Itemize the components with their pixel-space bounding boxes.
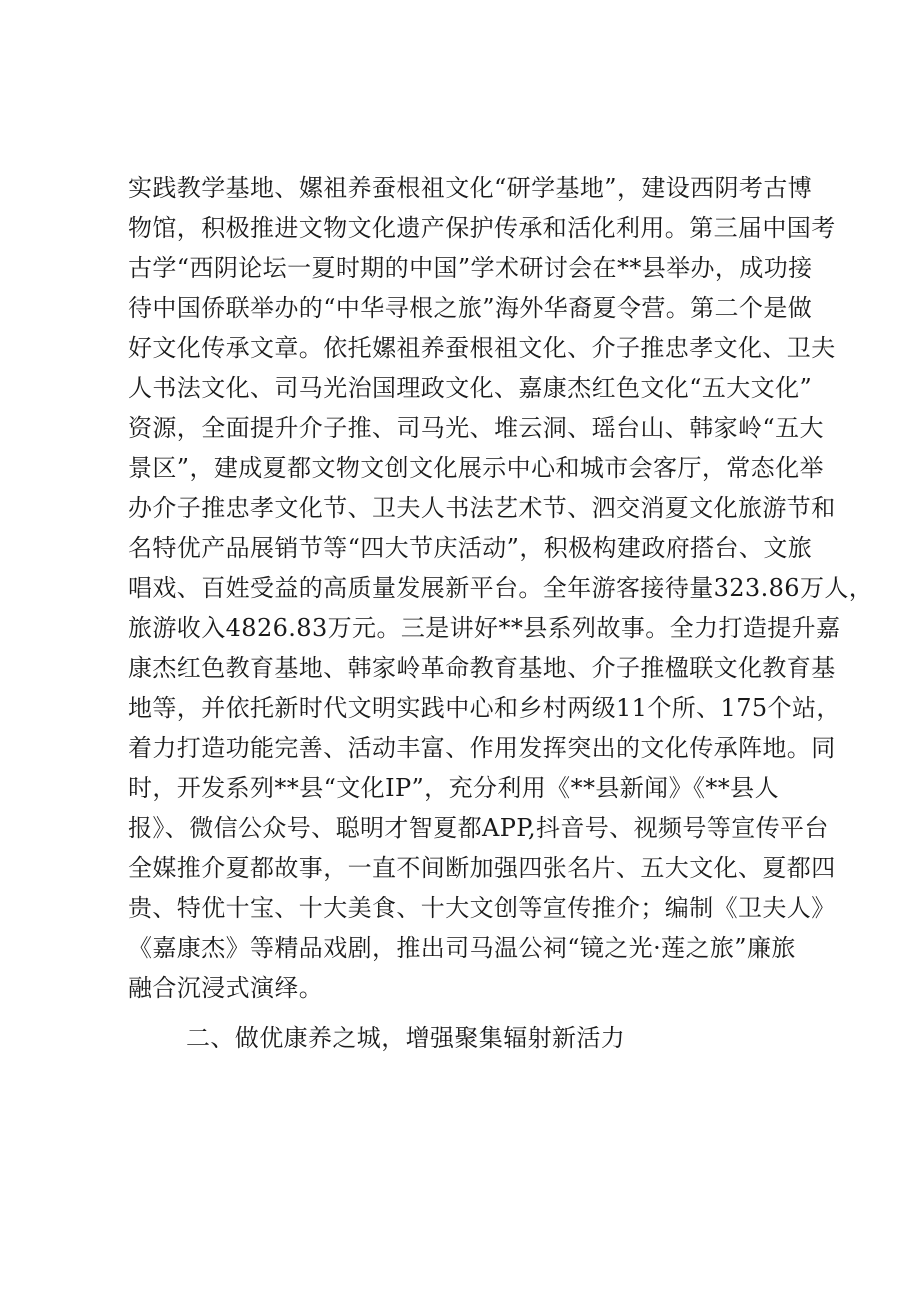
body-line: 报》、微信公众号、聪明才智夏都APP,抖音号、视频号等宣传平台 [128,814,829,842]
body-line: 景区”，建成夏都文物文创文化展示中心和城市会客厅，常态化举 [128,454,824,482]
body-line: 名特优产品展销节等“四大节庆活动”，积极构建政府搭台、文旅 [128,534,813,562]
body-line: 融合沉浸式演绎。 [128,974,324,1002]
body-text [128,168,874,1058]
body-line: 资源，全面提升介子推、司马光、堆云洞、瑶台山、韩家岭“五大 [128,414,824,442]
body-line: 办介子推忠孝文化节、卫夫人书法艺术节、泗交消夏文化旅游节和 [128,494,836,522]
body-line: 待中国侨联举办的“中华寻根之旅”海外华裔夏令营。第二个是做 [128,294,813,322]
body-line: 着力打造功能完善、活动丰富、作用发挥突出的文化传承阵地。同 [128,734,836,762]
body-line: 时，开发系列**县“文化IP”，充分利用《**县新闻》《**县人 [128,774,779,802]
body-line: 贵、特优十宝、十大美食、十大文创等宣传推介；编制《卫夫人》 [128,894,836,922]
body-line: 地等，并依托新时代文明实践中心和乡村两级11个所、175个站， [128,694,841,722]
section-heading: 二、做优康养之城，增强聚集辐射新活力 [186,1024,626,1052]
body-line: 旅游收入4826.83万元。三是讲好**县系列故事。全力打造提升嘉 [128,614,841,642]
body-line: 古学“西阴论坛一夏时期的中国”学术研讨会在**县举办，成功接 [128,254,813,282]
body-line: 康杰红色教育基地、韩家岭革命教育基地、介子推楹联文化教育基 [128,654,836,682]
body-line: 好文化传承文章。依托嫘祖养蚕根祖文化、介子推忠孝文化、卫夫 [128,334,836,362]
body-line: 物馆，积极推进文物文化遗产保护传承和活化利用。第三届中国考 [128,214,836,242]
body-line: 全媒推介夏都故事，一直不间断加强四张名片、五大文化、夏都四 [128,854,836,882]
body-line: 唱戏、百姓受益的高质量发展新平台。全年游客接待量323.86万人， [128,574,874,602]
body-line: 实践教学基地、嫘祖养蚕根祖文化“研学基地”，建设西阴考古博 [128,174,813,202]
body-line: 《嘉康杰》等精品戏剧，推出司马温公祠“镜之光·莲之旅”廉旅 [128,934,796,962]
body-line: 人书法文化、司马光治国理政文化、嘉康杰红色文化“五大文化” [128,374,813,402]
